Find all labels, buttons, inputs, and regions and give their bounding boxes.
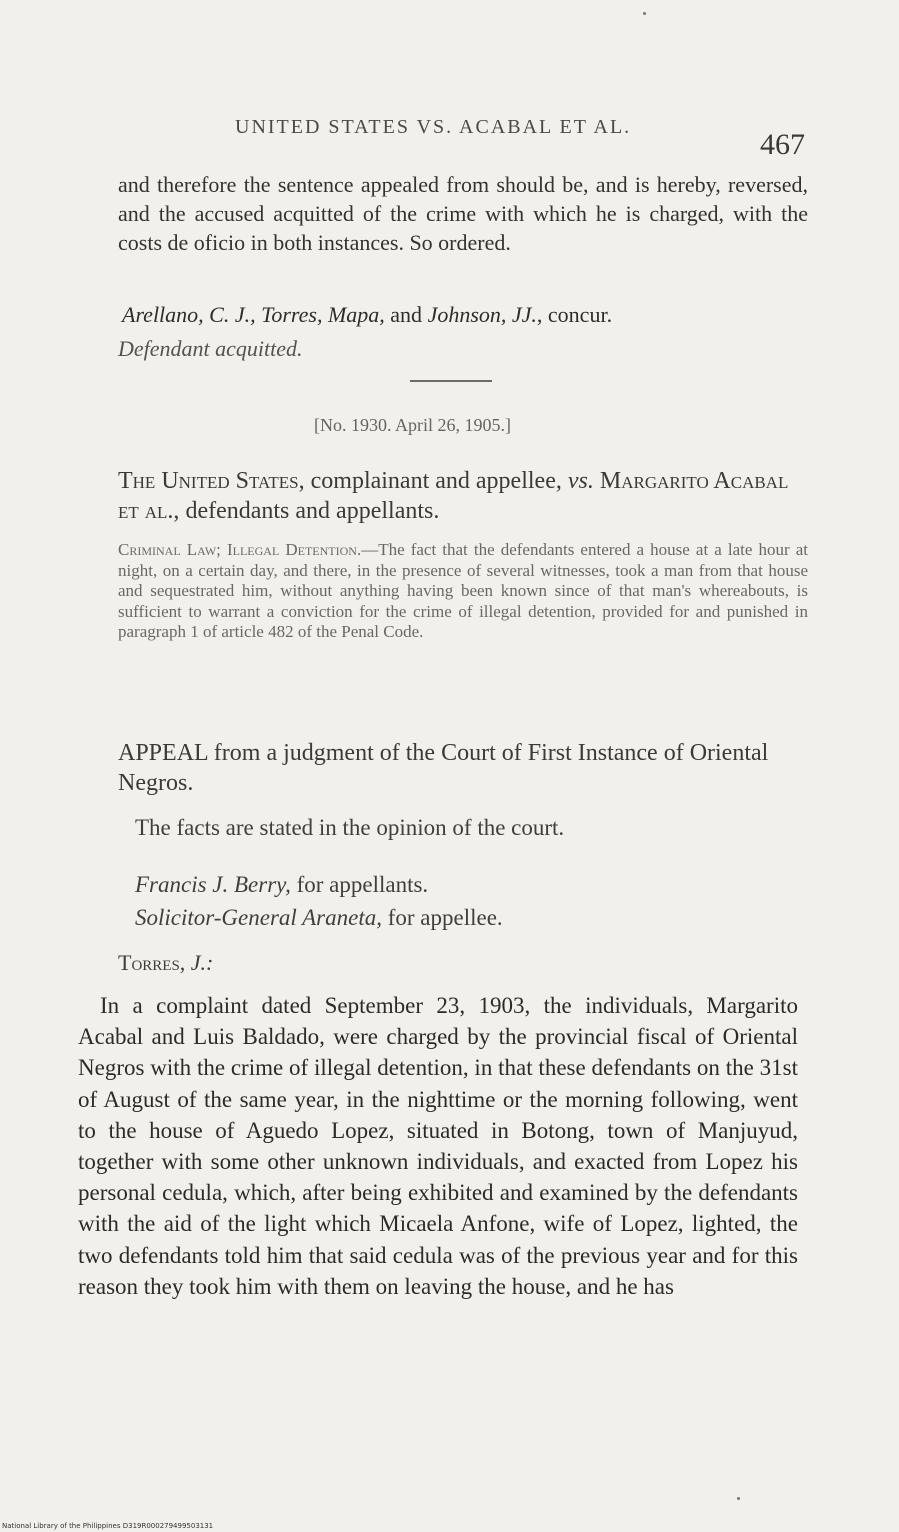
concur-and: and xyxy=(384,302,428,327)
counsel-list xyxy=(135,868,825,934)
opinion-text: In a complaint dated September 23, 1903, the individuals, Margarito Acabal and Luis Baldado, were charged by the provincial fiscal of Oriental Negros with the crime of illegal detention, in that these defendants on the 31st of August of the same year, in the nighttime or the morning following, went to the house of Aguedo Lopez, situated in Botong, town of Manjuyud, together with some other unknown individuals, and exacted from Lopez his personal cedula, which, after being exhibited and examined by the defendants with the aid of the light which Micaela Anfone, wife of Lopez, lighted, the two defendants told him that said cedula was of the previous year and for this reason they took him with them on leaving the house, and he has xyxy=(78,993,798,1299)
counsel-1-role: for appellants. xyxy=(290,872,429,897)
running-head: UNITED STATES VS. ACABAL ET AL. xyxy=(235,116,632,138)
page-number: 467 xyxy=(760,128,805,161)
title-vs: vs. xyxy=(567,468,594,494)
party-defendant: Margarito Acabal et al., xyxy=(118,468,789,524)
case-number-date: [No. 1930. April 26, 1905.] xyxy=(314,415,511,435)
scan-speck xyxy=(643,12,646,15)
syllabus xyxy=(118,540,808,643)
appeal-line: APPEAL from a judgment of the Court of First Instance of Oriental Negros. xyxy=(118,740,769,796)
title-role-2: defendants and appellants. xyxy=(179,498,440,524)
disposition: Defendant acquitted. xyxy=(118,336,303,361)
syllabus-text: —The fact that the defendants entered a house at a late hour at night, on a certain day, and there, in the presence of several witnesses, took a man from that house and sequestrated him, without anything having been known since of that man's whereabouts, is sufficient to warrant a conviction for the crime of illegal detention, provided for and punished in paragraph 1 of article 482 of the Penal Code. xyxy=(118,540,809,641)
concur-text: , concur. xyxy=(536,302,613,327)
concurrence-line xyxy=(122,300,812,330)
syllabus-heading: Criminal Law; Illegal Detention. xyxy=(118,540,362,559)
party-plaintiff: The United States, xyxy=(118,468,305,494)
facts-statement: The facts are stated in the opinion of the court. xyxy=(135,815,565,840)
justice-name: Torres, xyxy=(118,950,186,975)
scan-speck xyxy=(737,1497,740,1500)
justice-line xyxy=(118,950,808,976)
counsel-appellee xyxy=(135,901,825,934)
section-divider xyxy=(410,380,492,382)
counsel-2-name: Solicitor-General Araneta, xyxy=(135,905,382,930)
counsel-appellants xyxy=(135,868,825,901)
case-title xyxy=(118,466,808,526)
counsel-2-role: for appellee. xyxy=(381,905,503,930)
justice-suffix: J.: xyxy=(185,950,214,975)
concurring-judges-2: Johnson, JJ. xyxy=(427,302,537,327)
concurring-judges: Arellano, C. J., Torres, Mapa, xyxy=(122,302,385,327)
closing-paragraph: and therefore the sentence appealed from should be, and is hereby, reversed, and the accused acquitted of the crime with which he is charged, with the costs de oficio in both instances. So ordered. xyxy=(118,172,808,255)
scan-footer: National Library of the Philippines D319R000279499503131 xyxy=(2,1522,214,1530)
title-role-1: complainant and appellee, xyxy=(304,468,568,494)
counsel-1-name: Francis J. Berry, xyxy=(135,872,291,897)
